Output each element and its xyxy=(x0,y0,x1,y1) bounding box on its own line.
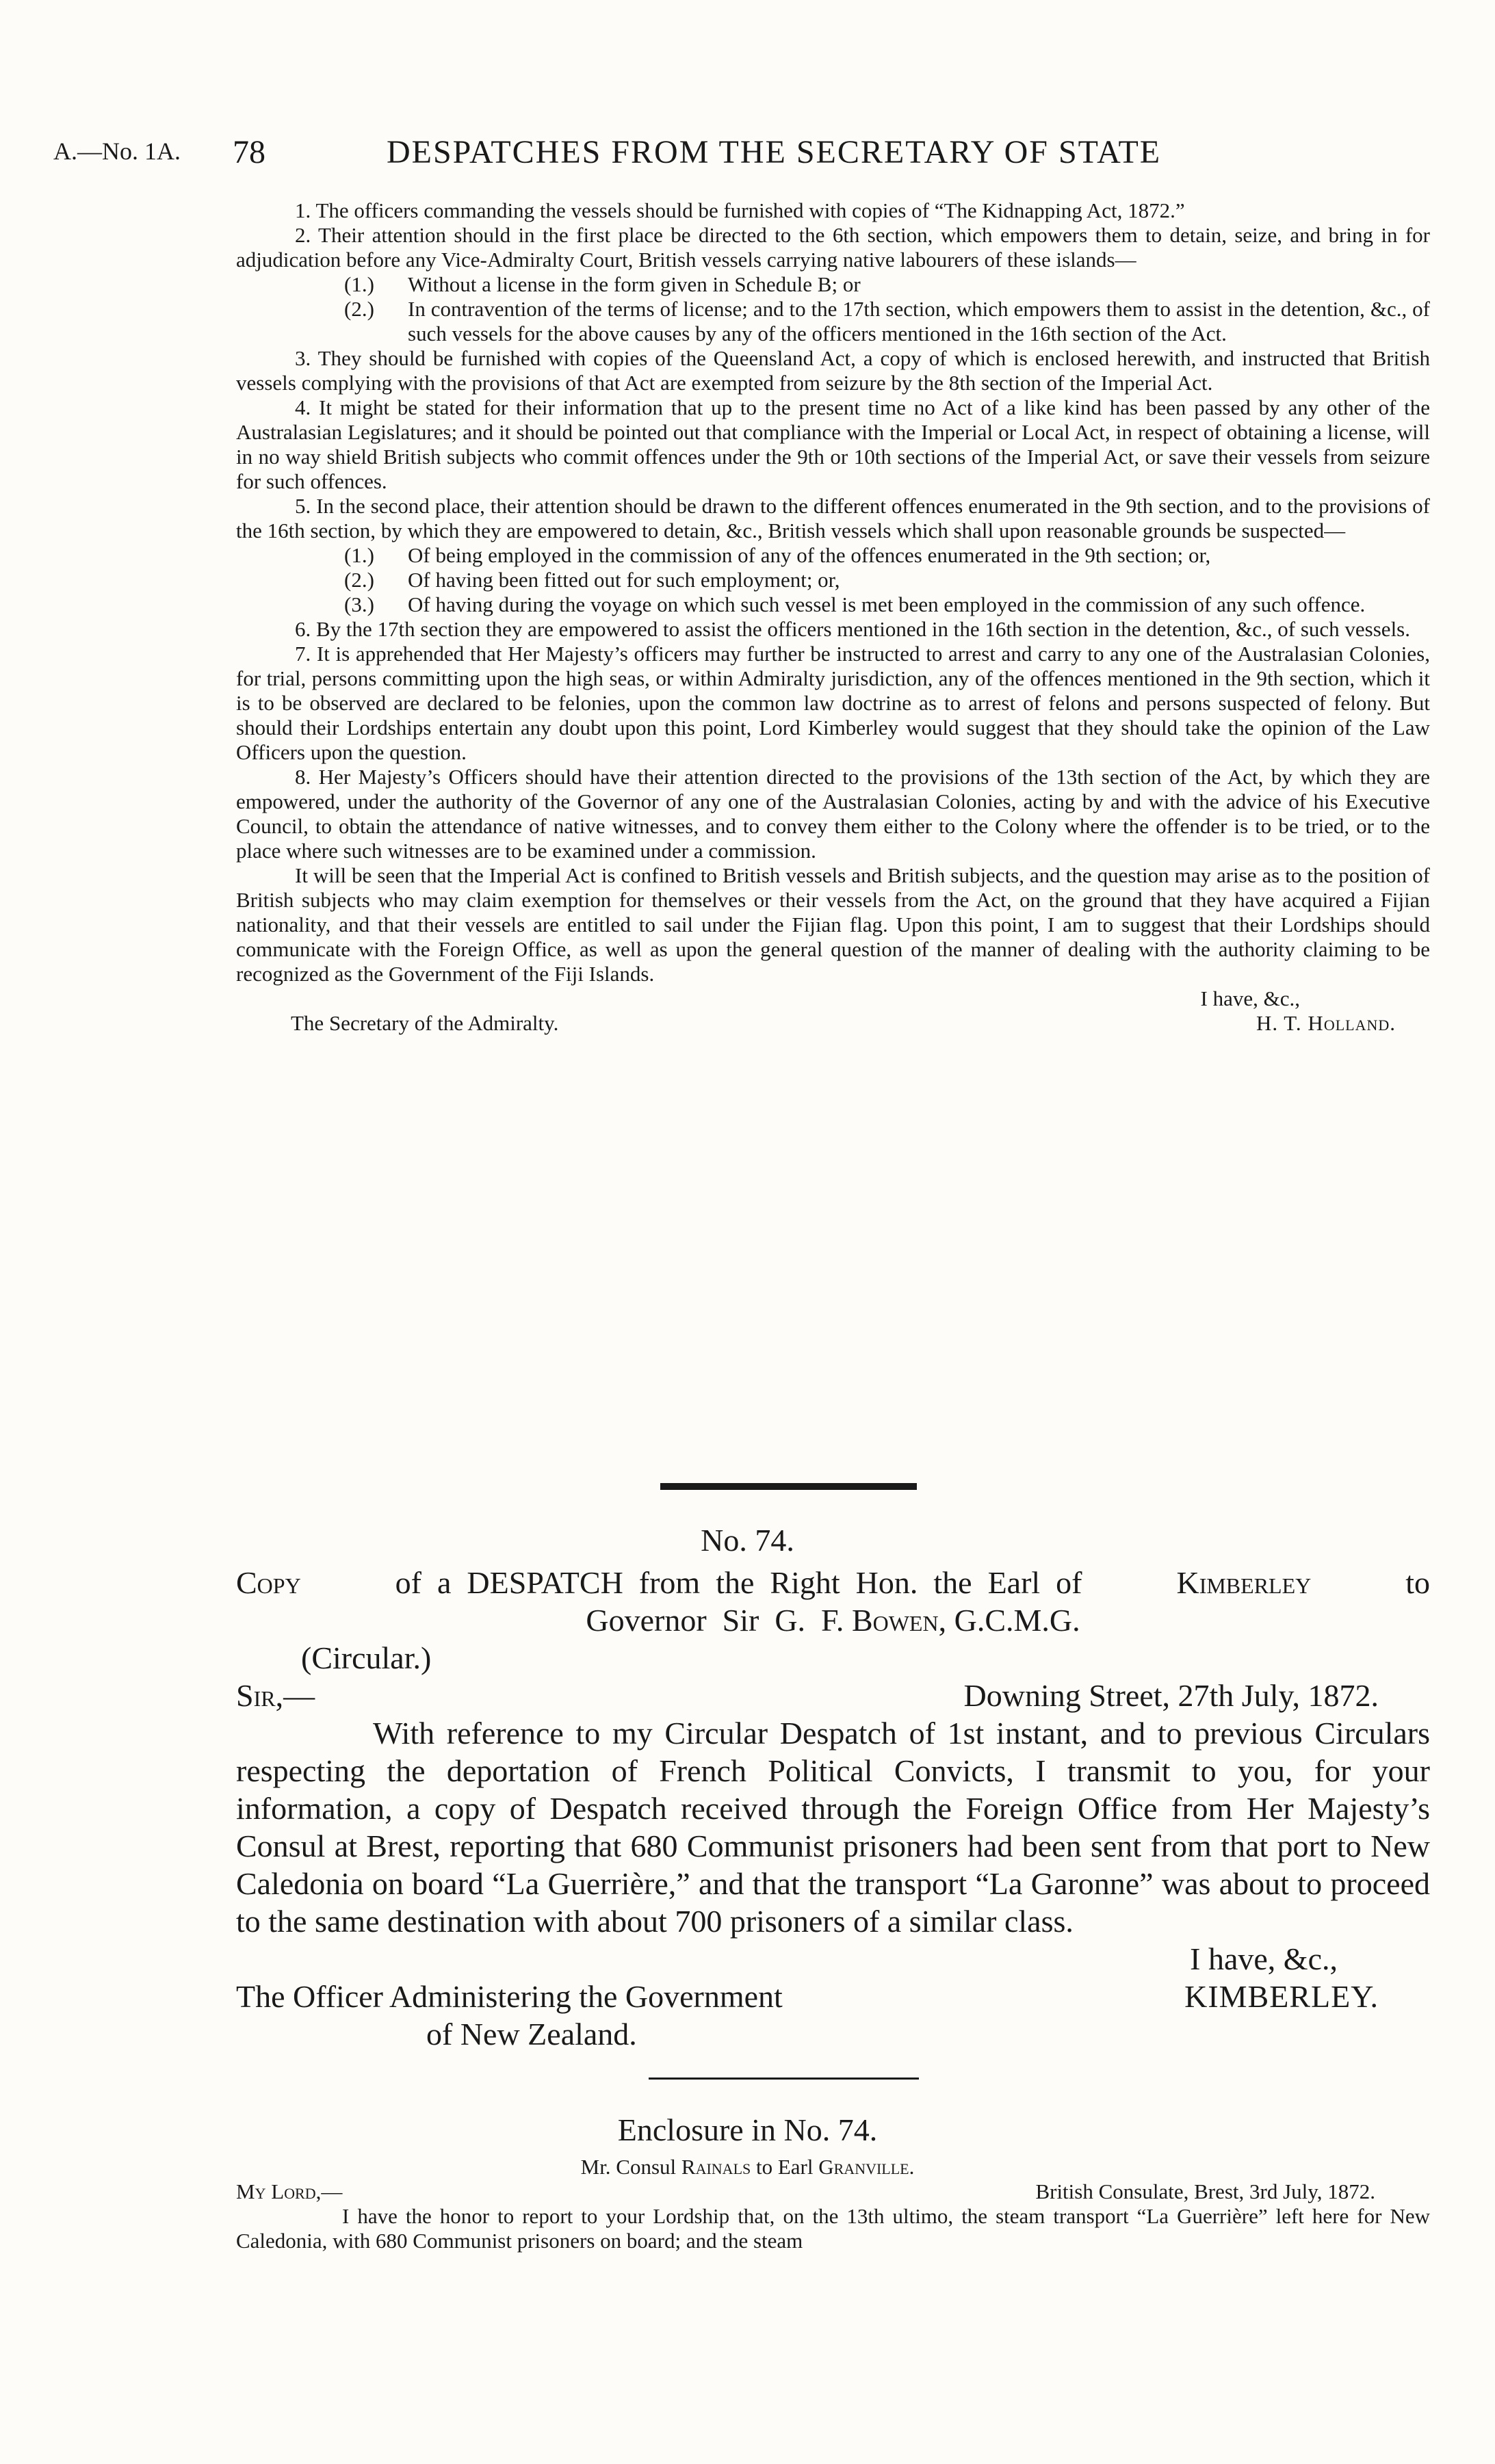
section-divider xyxy=(660,1483,917,1490)
signature-row xyxy=(236,1011,1430,1036)
paragraph: 3. They should be furnished with copies of the Queensland Act, a copy of which is enclosed herewith, and instructed that British vessels complying with the provisions of that Act are exempted from seizure by the 8th section of the Imperial Act. xyxy=(236,346,1430,395)
place-date: Downing Street, 27th July, 1872. xyxy=(963,1678,1379,1713)
heading-line-1: Copy of a DESPATCH from the Right Hon. the Earl of Kimberley to xyxy=(236,1565,1430,1600)
signature: H. T. Holland. xyxy=(1256,1011,1396,1035)
paragraph: 6. By the 17th section they are empowered to assist the officers mentioned in the 16th section in the detention, &c., of such vessels. xyxy=(295,617,1410,641)
signature-row xyxy=(236,1978,1430,2015)
page-number: 78 xyxy=(233,134,265,170)
despatch-number: No. 74. xyxy=(701,1523,794,1558)
paragraph: 5. In the second place, their attention should be drawn to the different offences enumerated in the 9th section, and to the provisions of the 16th section, by which they are empowered to detain, &c., British vessels which shall upon reasonable grounds be suspected— xyxy=(236,494,1430,542)
enclosure-body xyxy=(236,2179,1430,2253)
circular-label: (Circular.) xyxy=(301,1640,432,1675)
enclosure-subtitle: Mr. Consul Rainals to Earl Granville. xyxy=(580,2155,915,2179)
addressee: The Secretary of the Admiralty. xyxy=(291,1011,559,1035)
running-title: DESPATCHES FROM THE SECRETARY OF STATE xyxy=(387,134,1162,170)
salutation-row xyxy=(236,2179,1430,2204)
list-item: (3.) Of having during the voyage on which such vessel is met been employed in the commission of any such offence. xyxy=(344,592,1366,616)
place-date: British Consulate, Brest, 3rd July, 1872. xyxy=(1035,2179,1375,2203)
list-item: (1.) Without a license in the form given in Schedule B; or xyxy=(344,272,861,296)
paragraph: 7. It is apprehended that Her Majesty’s officers may further be instructed to arrest and carry to any one of the Australasian Colonies, for trial, persons committing upon the high seas, or within Admiralty jurisdiction, any of the offences mentioned in the 9th section, which it is to be observed are declared to be felonies, upon the common law doctrine as to arrest of felons and persons suspected of felony. But should their Lordships entertain any doubt upon this point, Lord Kimberley would suggest that they should take the opinion of the Law Officers upon the question. xyxy=(236,642,1430,764)
list-item: (2.) In contravention of the terms of license; and to the 17th section, which empowers them to assist in the detention, &c., of such vessels for the above causes by any of the officers mentioned in the 16th section of the Act. xyxy=(344,297,1430,345)
heading-line-2: Governor Sir G. F. Bowen, G.C.M.G. xyxy=(586,1603,1080,1638)
salutation: Sir,— xyxy=(236,1678,315,1713)
document-reference: A.—No. 1A. xyxy=(53,137,181,165)
enclosure-title: Enclosure in No. 74. xyxy=(617,2112,878,2147)
list-item: (2.) Of having been fitted out for such employment; or, xyxy=(344,568,840,592)
section-divider xyxy=(649,2078,919,2080)
despatch-body: With reference to my Circular Despatch of 1st instant, and to previous Circulars respecting the deportation of French Political Convicts, I transmit to you, for your information, a copy of Despatch received through the Foreign Office from Her Majesty’s Consul at Brest, reporting that 680 Communist prisoners had been sent from that port to New Caledonia on board “La Guerrière,” and that the transport “La Garonne” was about to proceed to the same destination with about 700 prisoners of a similar class. xyxy=(236,1716,1430,1939)
paragraph: It will be seen that the Imperial Act is confined to British vessels and British subjects, and the question may arise as to the position of British subjects who may claim exemption for themselves or their vessels from the Act, on the ground that they have acquired a Fijian nationality, and that their vessels are entitled to sail under the Fijian flag. Upon this point, I am to suggest that their Lordships should communicate with the Foreign Office, as well as upon the general question of the manner of dealing with the authority claiming to be recognized as the Government of the Fiji Islands. xyxy=(236,863,1430,986)
closing: I have, &c., xyxy=(1190,1941,1338,1976)
memorandum-body xyxy=(236,198,1430,1036)
enclosure-paragraph: I have the honor to report to your Lordship that, on the 13th ultimo, the steam transport “La Guerrière” left here for New Caledonia, with 680 Communist prisoners on board; and the steam xyxy=(236,2204,1430,2253)
list-item: (1.) Of being employed in the commission of any of the offences enumerated in the 9th section; or, xyxy=(344,543,1211,567)
despatch-heading xyxy=(236,1564,1430,2053)
closing: I have, &c., xyxy=(1200,986,1300,1010)
addressee-line-2: of New Zealand. xyxy=(426,2017,637,2052)
paragraph: 2. Their attention should in the first place be directed to the 6th section, which empowers them to detain, seize, and bring in for adjudication before any Vice-Admiralty Court, British vessels carrying native labourers of these islands— xyxy=(236,223,1430,272)
addressee: The Officer Administering the Government xyxy=(236,1979,783,2014)
signature: KIMBERLEY. xyxy=(1184,1979,1379,2014)
paragraph: 1. The officers commanding the vessels should be furnished with copies of “The Kidnapping Act, 1872.” xyxy=(295,198,1185,222)
salutation: My Lord,— xyxy=(236,2179,343,2203)
salutation-row xyxy=(236,1677,1430,1714)
paragraph: 4. It might be stated for their information that up to the present time no Act of a like kind has been passed by any other of the Australasian Legislatures; and it should be pointed out that compliance with the Imperial or Local Act, in respect of obtaining a license, will in no way shield British subjects who commit offences under the 9th or 10th sections of the Imperial Act, or save their vessels from seizure for such offences. xyxy=(236,395,1430,493)
paragraph: 8. Her Majesty’s Officers should have their attention directed to the provisions of the 13th section of the Act, by which they are empowered, under the authority of the Governor of any one of the Australasian Colonies, acting by and with the advice of his Executive Council, to obtain the attendance of native witnesses, and to convey them either to the Colony where the offender is to be tried, or to the place where such witnesses are to be examined under a commission. xyxy=(236,765,1430,863)
